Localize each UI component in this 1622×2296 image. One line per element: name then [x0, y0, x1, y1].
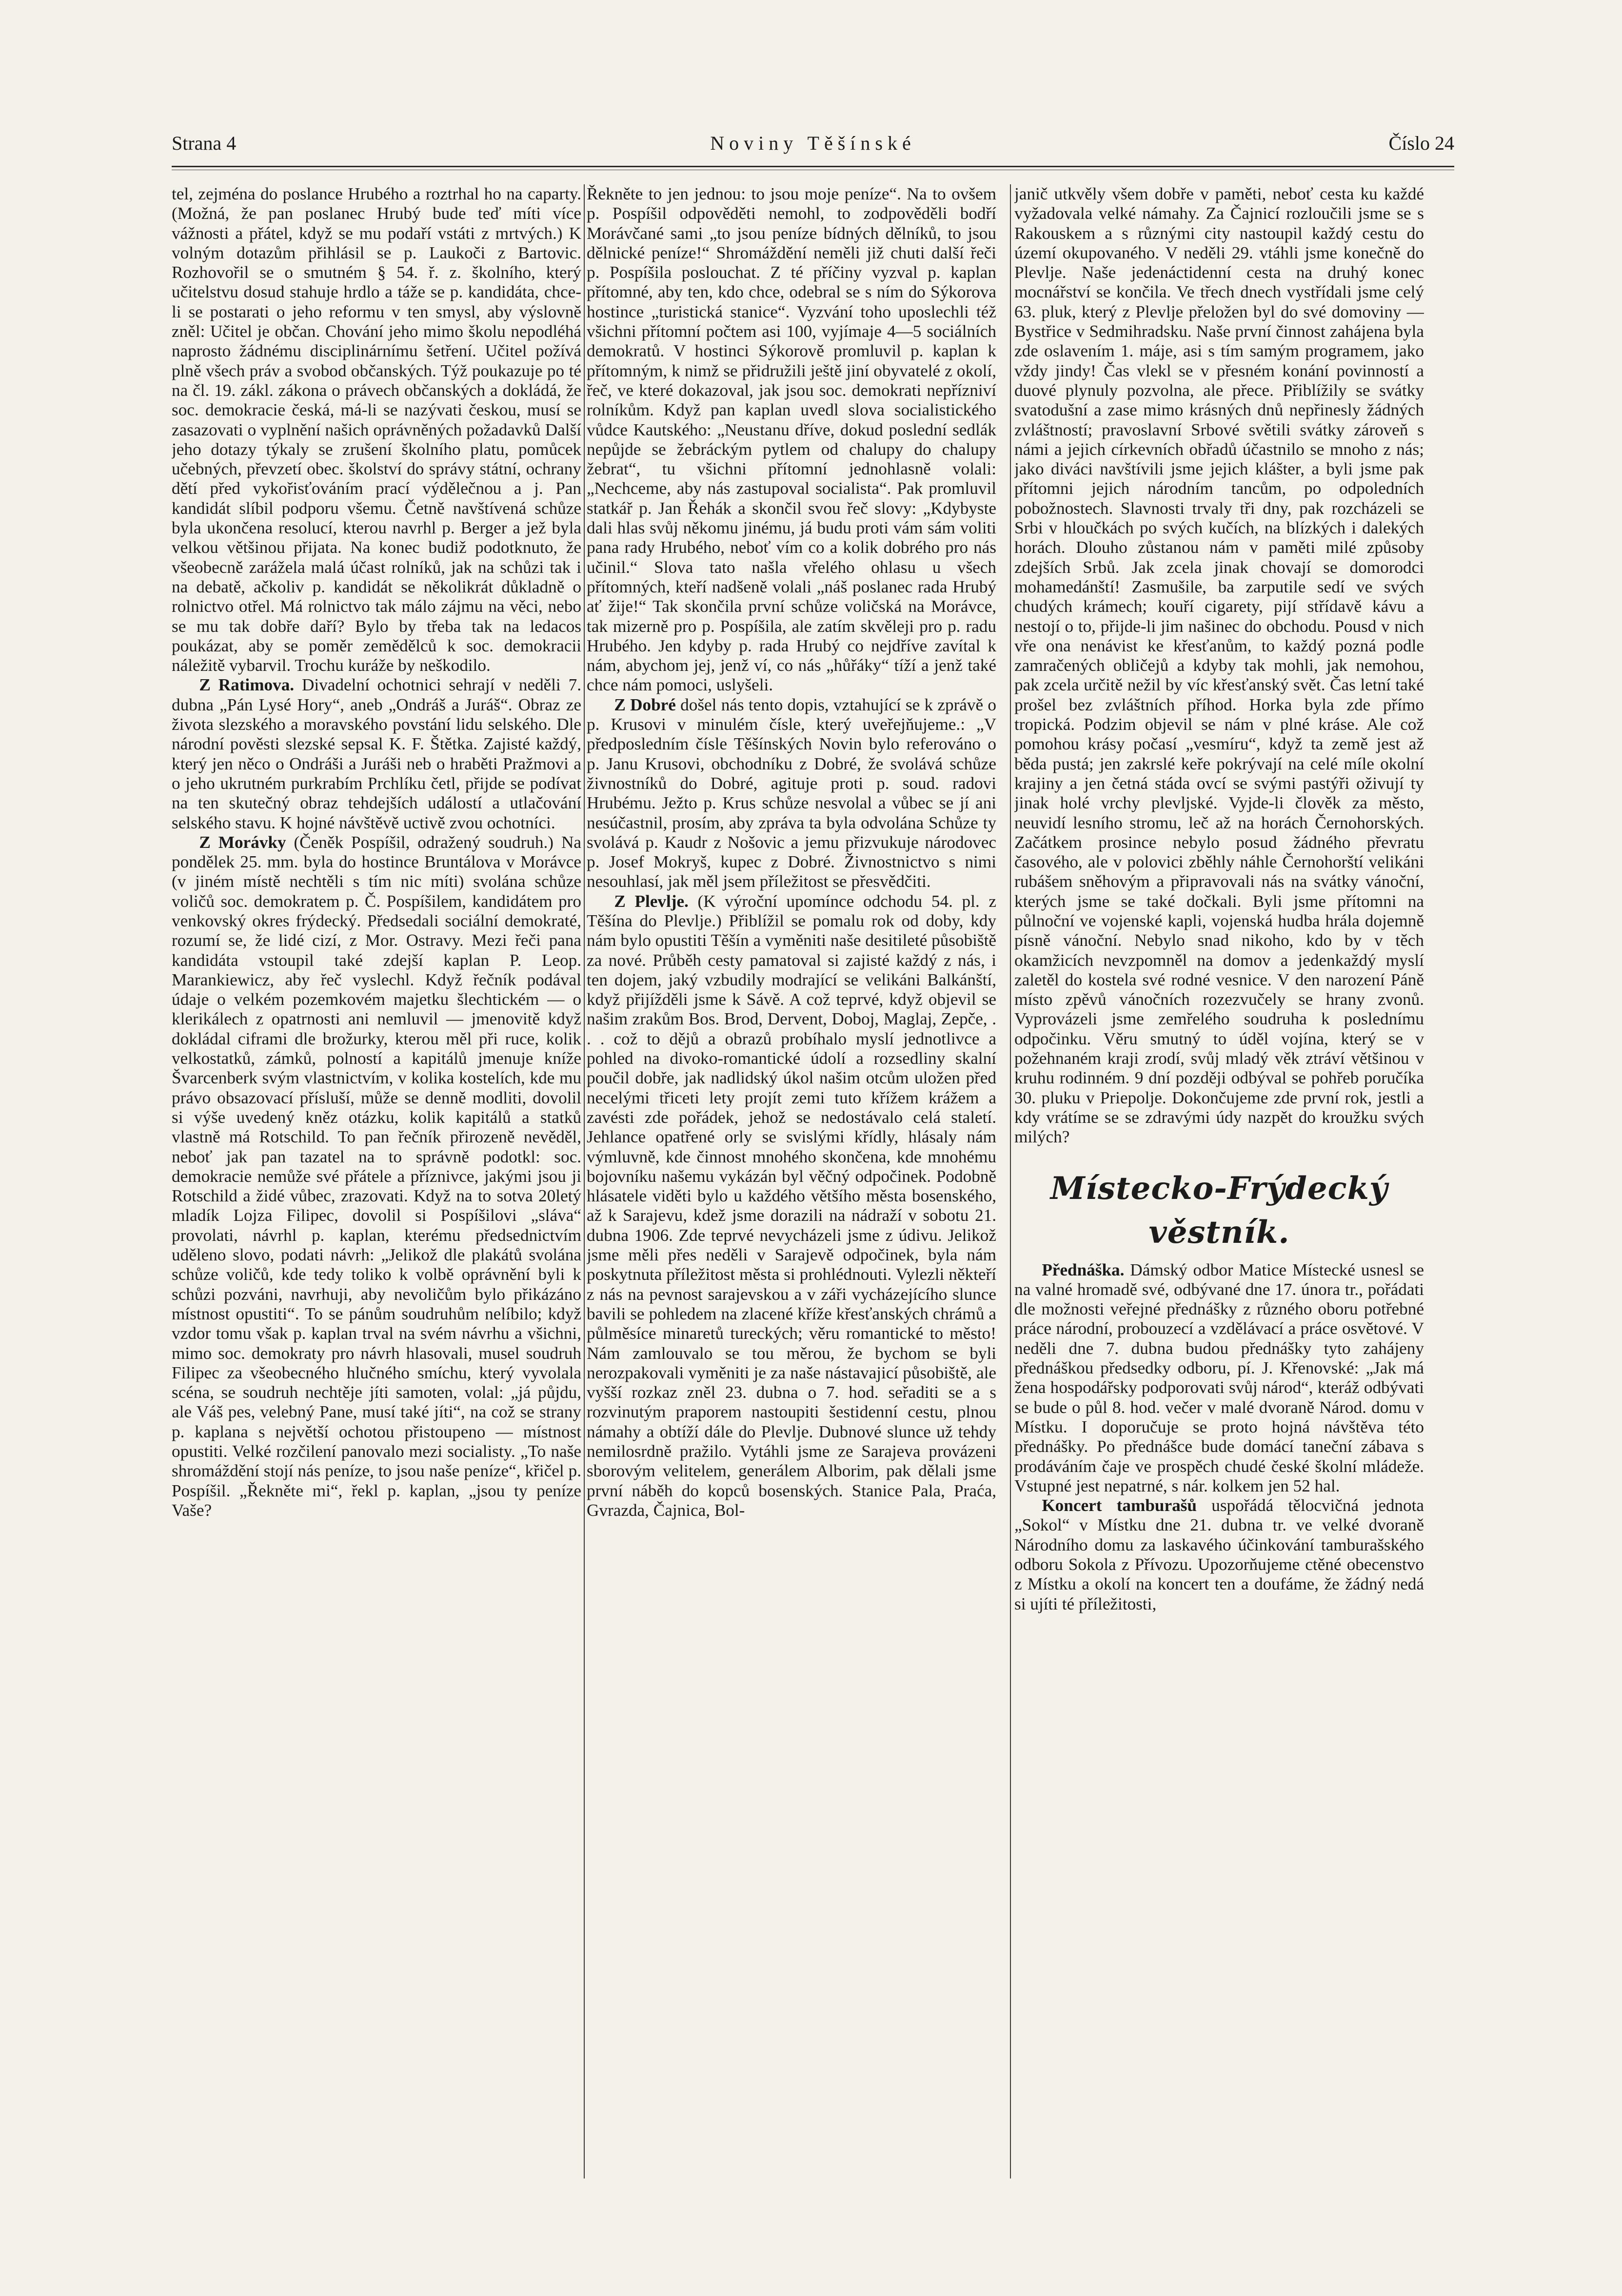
article-paragraph — [587, 892, 996, 1521]
page-header — [172, 132, 1454, 162]
article-paragraph: tel, zejména do poslance Hrubého a roztrhal ho na caparty. (Možná, že pan poslanec Hrubý bude teď míti více vážnosti a přátel, když se mu podaří vstáti z mrtvých.) K volným dotazům přihlásil se p. Laukoči z Bartovic. Rozhovořil se o smutném § 54. ř. z. školního, který učitelstvu dosud stahuje hrdlo a táže se p. kandidáta, chce-li se postarati o jeho reformu v ten smysl, aby výslovně zněl: Učitel je občan. Chování jeho mimo školu nepodléhá naprosto žádnému disciplinárnímu šetření. Učitel požívá plně všech práv a svobod občanských. Týž poukazuje po té na čl. 19. zákl. zákona o právech občanských a dokládá, že soc. demokracie česká, má-li se nazývati českou, musí se zasazovati o vyplnění našich oprávněných požadavků Další jeho dotazy týkaly se zrušení školního platu, pomůcek učebných, převzetí obec. školství do správy státní, ochrany dětí před vykořisťováním prací výdělečnou a j. Pan kandidát slíbil podporu všemu. Četně navštívená schůze byla ukončena resolucí, kterou navrhl p. Berger a jež byla velkou většinou přijata. Na konec budiž podotknuto, že všeobecně zarážela malá účast rolníků, jak na schůzi tak i na debatě, ačkoliv p. kandidát se několikrát důkladně o rolnictvo otřel. Má rolnictvo tak málo zájmu na věci, nebo se mu tak dobře daří? Bylo by třeba tak na ledacos poukázat, aby se poměr zemědělců k soc. demokracii náležitě vybarvil. Trochu kuráže by neškodilo. — [172, 184, 581, 675]
article-paragraph: Řekněte to jen jednou: to jsou moje peníze“. Na to ovšem p. Pospíšil odpověděti nemohl, to zodpověděli bodří Morávčané sami „to jsou peníze bídných dělníků, to jsou dělnické peníze!“ Shromáždění neměli již chuti další řeči p. Pospíšila poslouchat. Z té příčiny vyzval p. kaplan přítomné, aby ten, kdo chce, odebral se s ním do Sýkorova hostince „turistická stanice“. Vyzvání toho uposlechli též všichni přítomní počtem asi 100, vyjímaje 4—5 sociálních demokratů. V hostinci Sýkorově promluvil p. kaplan k přítomným, k nimž se přidružili ještě jiní obyvatelé z okolí, řeč, ve které dokazoval, jak jsou soc. demokrati nepřízniví rolníkům. Když pan kaplan uvedl slova socialistického vůdce Kautského: „Neustanu dříve, dokud poslední sedlák nepůjde se žebráckým pytlem od chalupy do chalupy žebrat“, tu všichni přítomní jednohlasně volali: „Nechceme, aby nás zastupoval socialista“. Pak promluvil statkář p. Jan Řehák a skončil svou řeč slovy: „Kdybyste dali hlas svůj někomu jinému, já budu proti vám sám voliti pana rady Hrubého, neboť vím co a kolik dobrého pro nás učinil.“ Slova tato našla vřelého ohlasu u všech přítomných, kteří nadšeně volali „náš poslanec rada Hrubý ať žije!“ Tak skončila první schůze voličská na Morávce, tak mizerně pro p. Pospíšila, ale zatím skvěleji pro p. radu Hrubého. Jen kdyby p. rada Hrubý co nejdříve zavítal k nám, abychom jej, jenž ví, co nás „hůřáky“ tíží a jenž také chce nám pomoci, uslyšeli. — [587, 184, 996, 695]
section-title: Místecko-Frýdecký věstník. — [1050, 1170, 1388, 1251]
article-lead: Z Plevlje. — [614, 891, 689, 911]
column-1 — [172, 184, 581, 2232]
column-divider — [1010, 184, 1011, 2178]
article-lead: Z Ratimova. — [199, 675, 295, 695]
article-paragraph — [172, 833, 581, 1520]
article-lead: Přednáška. — [1042, 1260, 1125, 1279]
article-text: (K výroční upomínce odchodu 54. pl. z Těšína do Plevlje.) Přiblížil se pomalu rok od doby, kdy nám bylo opustiti Těšín a vyměniti naše desitileté působiště za nové. Průběh cesty pamatoval si zajisté každý z nás, i ten dojem, jaký vzbudily modrající se velikáni Balkánští, když přijížděli jsme k Sávě. A což teprvé, když objevil se našim zrakům Bos. Brod, Dervent, Doboj, Maglaj, Zepče, . . . což to dějů a obrazů probíhalo myslí jednotlivce a pohled na divoko-romantické údolí a rozsedliny skalní poučil dobře, jak nadlidský úkol našim otcům uložen před necelými třiceti lety projít zemi tuto křížem krážem a zavésti zde pořádek, jehož se nedostávalo celá staletí. Jehlance opatřené orly se svislými křídly, hlásaly nám výmluvně, kde činnost mnohého skončena, kde mnohému bojovníku našemu vykázán byl věčný odpočinek. Podobně hlásatele viděti bylo u každého většího města bosenského, až k Sarajevu, kdež jsme dorazili na nádraží v sobotu 21. dubna 1906. Zde teprvé nevycházeli jsme z údivu. Jelikož jsme měli přes neděli v Sarajevě odpočinek, byla nám poskytnuta příležitost města si prohlédnouti. Vylezli někteří z nás na pevnost sarajevskou a v záři vycházejícího slunce bavili se pohledem na zlacené kříže křesťanských chrámů a půlměsíce minaretů tureckých; věru romantické to město! Nám zamlouvalo se tou měrou, že bychom se byli nerozpakovali vyměniti je za naše nástavajicí působiště, ale vyšší rozkaz zněl 23. dubna o 7. hod. seřaditi se a s rozvinutým praporem nastoupiti šestidenní cestu, plnou námahy a obtíží dále do Plevlje. Dubnové slunce už tehdy nemilosrdně pražilo. Vytáhli jsme ze Sarajeva provázeni sborovým velitelem, generálem Alborim, pak dělali jsme první náběh do kopců bosenských. Stanice Pala, Praća, Gvrazda, Čajnica, Bol- — [587, 891, 996, 1520]
article-text: Divadelní ochotnici sehrají v neděli 7. dubna „Pán Lysé Hory“, aneb „Ondráš a Juráš“. Obraz ze života slezského a moravského povstání lidu selského. Dle národní pověsti slezské sepsal K. F. Štětka. Zajisté každý, který jen něco o Ondráši a Juráši neb o hraběti Pražmovi a o jeho ukrutném purkrabím Prchlíku četl, přijde se podívat na ten skutečný obraz tehdejších událostí a utlačování selského stavu. K hojné návštěvě uctivě zvou ochotníci. — [172, 675, 581, 832]
page-number: Strana 4 — [172, 132, 237, 154]
article-lead: Z Morávky — [199, 832, 286, 852]
column-3 — [1014, 184, 1424, 2232]
article-text: došel nás tento dopis, vztahující se k zprávě o p. Krusovi v minulém čísle, který uveřejňujeme.: „V předposledním čísle Těšínských Novin bylo referováno o p. Janu Krusovi, obchodníku z Dobré, že svolává schůze živnostníků do Dobré, agituje proti p. soud. radovi Hrubému. Ježto p. Krus schůze nesvolal a vůbec se jí ani nesúčastnil, prosím, aby zpráva ta byla odvolána Schůze ty svolává p. Kaudr z Nošovic a jemu přizvukuje národovec p. Josef Mokryš, kupec z Dobré. Živnostnictvo s nimi nesouhlasí, jak měl jsem příležitost se přesvědčiti. — [587, 695, 996, 891]
issue-number: Číslo 24 — [1388, 132, 1454, 154]
column-2 — [587, 184, 996, 2232]
header-rule — [172, 166, 1454, 167]
article-paragraph — [1014, 1260, 1424, 1496]
newspaper-title: Noviny Těšínské — [710, 132, 916, 154]
article-paragraph — [587, 695, 996, 892]
article-text: uspořádá tělocvičná jednota „Sokol“ v Místku dne 21. dubna tr. ve velké dvoraně Národního domu za laskavého účinkování tamburašského odboru Sokola z Přívozu. Upozorňujeme ctěné obecenstvo z Místku a okolí na koncert ten a doufáme, že žádný nedá si ujíti té příležitosti, — [1014, 1496, 1424, 1613]
article-paragraph: janič utkvěly všem dobře v paměti, neboť cesta ku každé vyžadovala velké námahy. Za Čajnicí rozloučili jsme se s Rakouskem a s různými city nastoupil každý cestu do území okupovaného. V neděli 29. vtáhli jsme konečně do Plevlje. Naše jedenáctidenní cesta na druhý konec mocnářství se končila. Ve třech dnech vystřídali jsme celý 63. pluk, který z Plevlje přeložen byl do své domoviny — Bystřice v Sedmihradsku. Naše první činnost zahájena byla zde oslavením 1. máje, asi s tím samým programem, jako vždy jindy! Čas vlekl se v přesném konání povinností a duové plynuly pozvolna, ale přece. Přiblížily se svátky svatodušní a zase mimo krásných dnů nepřinesly žádných zvláštností; pravoslavní Srbové světili svátky zároveň s námi a jejich církevních obřadů účastnilo se mnoho z nás; jako diváci navštívili jsme jejich klášter, a byli jsme pak přítomni jejich národním tancům, po odpoledních pobožnostech. Slavnosti trvaly tři dny, pak rozcházeli se Srbi v hloučkách po svých kučích, na blízkých i dalekých horách. Dlouho zůstanou nám v paměti milé způsoby zdejších Srbů. Jak zcela jinak chovají se domorodci mohamedánští! Zasmušile, ba zarputile sedí ve svých chudých krámech; kouří cigarety, pijí střídavě kávu a nestojí o to, přijde-li jim našinec do obchodu. Pousd v nich vře ona nenávist ke křesťanům, to každý pozná podle zamračených obličejů a kdyby tak mohli, jak nemohou, pak zcela určitě nežil by víc křesťanský svět. Čas letní také prošel bez zvláštních příhod. Horka byla zde přímo tropická. Podzim objevil se nám v plné kráse. Ale což pomohou krásy počasí „vesmíru“, když ta země jest až běda pustá; jen zakrslé keře pokrývají na celé míle okolní krajiny a jen četná stáda ovcí se svými pastýři oživují ty jinak holé vrchy plevljské. Vyjde-li člověk za město, neuvidí lesního stromu, leč až na horách Černohorských. Začátkem prosince nebylo posud žádného převratu časového, ale v polovici zběhly náhle Černohorští velikáni rubášem sněhovým a připravovali nás na svátky vánoční, kterých jsme se také dočkali. Byli jsme přítomni na půlnoční ve vojenské kapli, vojenská hudba hrála dojemně písně vánoční. Nebylo snad nikoho, kdo by v těch okamžicích nevzpomněl na domov a jedenkaždý myslí zaletěl do kostela své rodné vesnice. V den narození Páně místo zpěvů vánočních rozezvučely se hrany zvonů. Vyprovázeli jsme zemřelého soudruha k poslednímu odpočinku. Věru smutný to úděl vojína, který se v požehnaném kraji zrodí, svůj mladý věk ztráví většinou v kruhu rodinném. 9 dní později odbýval se pohřeb poručíka 30. pluku v Priepolje. Dokončujeme zde první rok, jestli a kdy vrátíme se se zdravými údy nazpět do kroužku svých milých? — [1014, 184, 1424, 1147]
article-lead: Z Dobré — [614, 695, 676, 714]
article-paragraph — [172, 675, 581, 832]
article-paragraph — [1014, 1496, 1424, 1614]
article-lead: Koncert tamburašů — [1042, 1496, 1197, 1515]
article-text: (Čeněk Pospíšil, odražený soudruh.) Na pondělek 25. mm. byla do hostince Bruntálova v Morávce (v jiném místě nechtěli s tím nic míti) svolána schůze voličů soc. demokratem p. Č. Pospíšilem, kandidátem pro venkovský okres frýdecký. Předsedali sociální demokraté, rozumí se, že lidé cizí, z Mor. Ostravy. Mezi řeči pana kandidáta vstoupil také zdejší kaplan P. Leop. Marankiewicz, aby řeč vyslechl. Když řečník podával údaje o velkém pozemkovém majetku šlechtickém — o klerikálech z opatrnosti ani nemluvil — jmenovitě když dokládal ciframi dle brožurky, kterou měl při ruce, kolik velkostatků, zámků, polností a kapitálů jmenuje kníže Švarcenberk svým vlastnictvím, v kolika kostelích, kde mu právo obsazovací přísluší, může se denně modliti, dovolil si výše uvedený kněz otázku, kolik kapitálů a statků vlastně má Rotschild. To pan řečník přirozeně nevěděl, neboť jak pan tazatel na to správně podotkl: soc. demokracie nemůže své přátele a příznivce, jakými jsou ji Rotschild a židé vůbec, zrazovati. Když na to sotva 20letý mladík Lojza Filipec, dovolil si Pospíšilovi „sláva“ provolati, návrhl p. kaplan, kterému předsednictvím uděleno slovo, podati návrh: „Jelikož dle plakátů svolána schůze voličů, kde tedy toliko k volbě oprávnění byli k schůzi pozváni, navrhuji, aby nevoličům bylo přikázáno místnost opustiti“. To se pánům soudruhům nelíbilo; když vzdor tomu však p. kaplan trval na svém návrhu a všichni, mimo soc. demokraty pro návrh hlasovali, musel soudruh Filipec za všeobecného hlučného smíchu, který vyvolala scéna, se soudruh nechtěje jíti samoten, volal: „já půjdu, ale Váš pes, velebný Pane, musí také jíti“, na což se strany p. kaplana s největší ochotou přistoupeno — místnost opustiti. Velké rozčilení panovalo mezi socialisty. „To naše shromáždění stojí nás peníze, to jsou naše peníze“, křičel p. Pospíšil. „Řekněte mi“, řekl p. kaplan, „jsou ty peníze Vaše? — [172, 832, 581, 1520]
column-divider — [584, 184, 585, 2178]
article-text: Dámský odbor Matice Místecké usnesl se na valné hromadě své, odbývané dne 17. února tr., pořádati dle možnosti veřejné přednášky z různého oboru potřebné práce národní, probouzecí a vzdělávací a práce osvětové. V neděli dne 7. dubna budou přednášky tyto zahájeny přednáškou předsedky odboru, pí. J. Křenovské: „Jak má žena hospodářsky podporovati svůj národ“, kteráž odbývati se bude o půl 8. hod. večer v malé dvoraně Národ. domu v Místku. I doporučuje se proto hojná návštěva této přednášky. Po přednášce bude domácí taneční zábava s prodáváním čaje ve prospěch chudé české školní mládeže. Vstupné jest nepatrné, s nár. kolkem jen 52 hal. — [1014, 1260, 1424, 1495]
